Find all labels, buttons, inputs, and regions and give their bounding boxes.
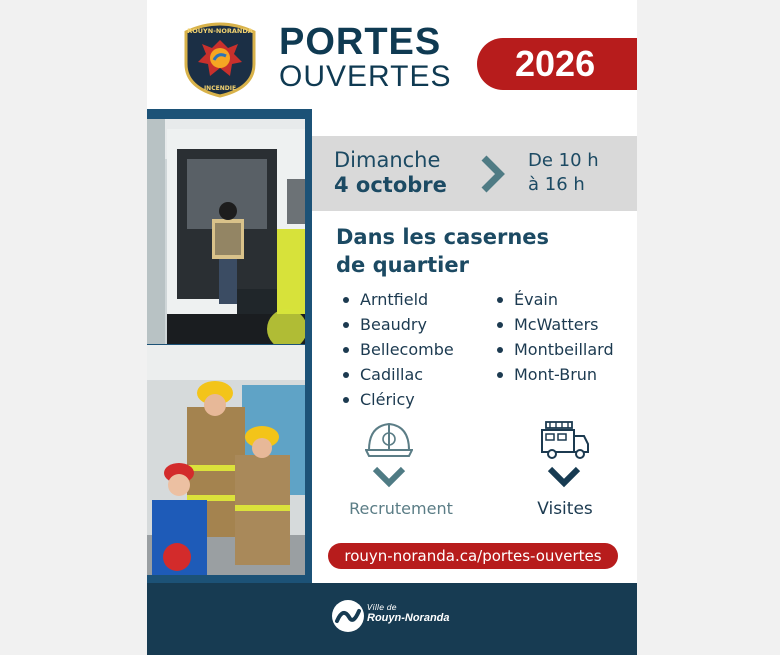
footer: [147, 583, 637, 655]
fire-department-badge: [180, 18, 260, 98]
list-item: Cadillac: [340, 362, 454, 387]
photo-column: [147, 109, 312, 583]
recruitment-label: Recrutement: [349, 499, 453, 518]
list-item: Cléricy: [340, 387, 454, 412]
stations-heading-line-1: Dans les casernes: [336, 225, 550, 249]
city-logo-name: Rouyn-Noranda: [367, 612, 450, 624]
fire-truck-icon: [540, 420, 590, 460]
list-item: Évain: [494, 287, 614, 312]
event-date: 4 octobre: [334, 173, 447, 197]
title-line-2: OUVERTES: [279, 60, 452, 93]
stations-heading: [336, 223, 549, 279]
list-item: Mont-Brun: [494, 362, 614, 387]
stations-heading-line-2: de quartier: [336, 253, 469, 277]
fire-truck-photo: [147, 119, 305, 344]
list-item: Bellecombe: [340, 337, 454, 362]
stations-list-2: [494, 287, 614, 387]
chevron-right-icon: [480, 155, 506, 193]
badge-top-text: ROUYN-NORANDA: [187, 27, 253, 35]
website-url-banner: rouyn-noranda.ca/portes-ouvertes: [328, 543, 618, 569]
title-line-1: PORTES: [279, 21, 442, 63]
city-logo-icon: [331, 599, 365, 633]
list-item: McWatters: [494, 312, 614, 337]
chevron-down-icon: [547, 466, 581, 488]
visits-label: Visites: [537, 499, 593, 519]
firefighter-helmet-icon: [365, 420, 413, 460]
stations-list-1: [340, 287, 454, 412]
event-time-start: De 10 h: [528, 150, 599, 171]
city-logo-prefix: Ville de: [367, 603, 397, 612]
badge-bottom-text: INCENDIE: [203, 85, 237, 92]
list-item: Montbeillard: [494, 337, 614, 362]
year-banner: 2026: [477, 38, 637, 90]
firefighters-photo: [147, 345, 305, 575]
list-item: Beaudry: [340, 312, 454, 337]
poster-title: [279, 22, 452, 92]
list-item: Arntfield: [340, 287, 454, 312]
date-time-band: [312, 136, 637, 211]
poster: [147, 0, 637, 655]
event-day: Dimanche: [334, 148, 441, 172]
event-time-end: à 16 h: [528, 174, 585, 195]
chevron-down-icon: [372, 466, 406, 488]
